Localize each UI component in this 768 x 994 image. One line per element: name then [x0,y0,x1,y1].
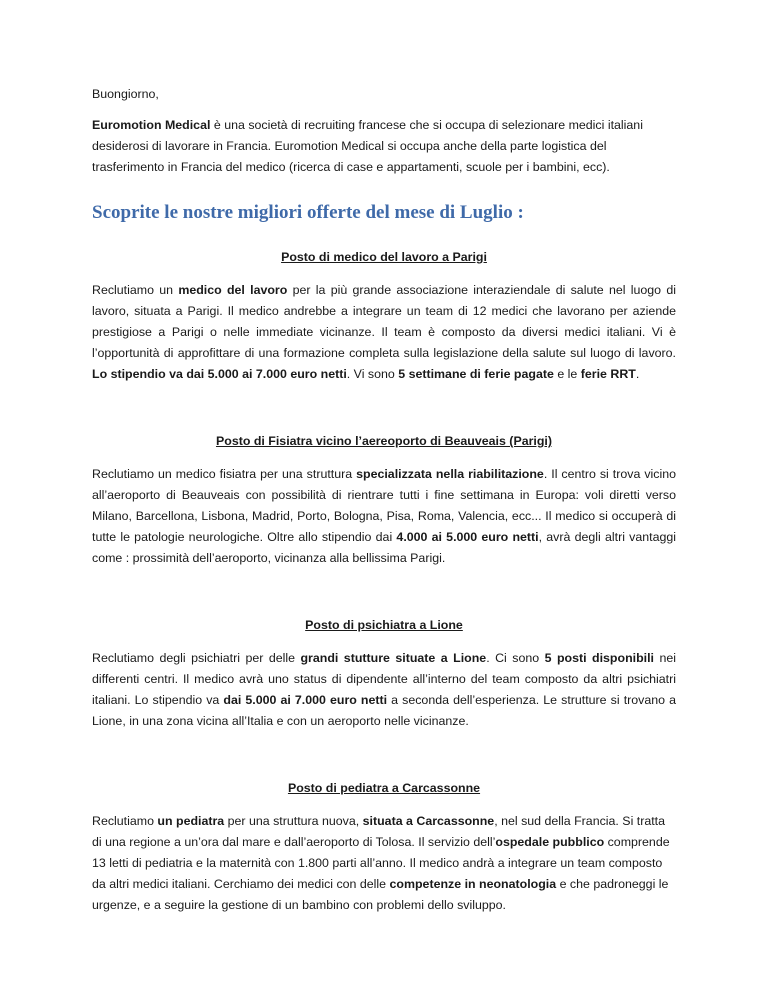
bold-run: 4.000 ai 5.000 euro netti [396,530,539,544]
bold-run: 5 posti disponibili [544,651,654,665]
offer-body [92,464,676,569]
bold-run: Lo stipendio va dai 5.000 ai 7.000 euro netti [92,367,347,381]
text-run: . Vi sono [346,367,399,381]
bold-run: ferie RRT [580,367,636,381]
text-run: Reclutiamo degli psichiatri per delle [92,651,301,665]
text-run: . Ci sono [486,651,545,665]
text-run: comprende 13 letti di pediatria e la maternità con 1.800 parti all’anno. Il medico andrà a integrare un team composto da altri medici italiani. Cerchiamo dei medici con delle [92,835,670,891]
text-run: e che padroneggi le urgenze, e a seguire la gestione di un bambino con problemi dello sviluppo. [92,877,669,912]
bold-run: grandi stutture situate a Lione [300,651,487,665]
bold-run: specializzata nella riabilitazione [356,467,544,481]
bold-run: competenze in neonatologia [389,877,557,891]
bold-run: dai 5.000 ai 7.000 euro netti [223,693,388,707]
intro-text: è una società di recruiting francese che si occupa di selezionare medici italiani desiderosi di lavorare in Francia. Euromotion Medical si occupa anche della parte logistica del trasferimento in Francia del medico (ricerca di case e appartamenti, scuole per i bambini, ecc). [92,118,643,174]
document-page [92,84,676,916]
bold-run: situata a Carcassonne [362,814,495,828]
offer-section-parigi [92,247,676,385]
bold-run: ospedale pubblico [495,835,605,849]
text-run: nei differenti centri. Il medico avrà uno status di dipendente all’interno del team composto da altri psichiatri italiani. Lo stipendio va [92,651,676,707]
text-run: Reclutiamo un [92,283,179,297]
bold-run: 5 settimane di ferie pagate [398,367,554,381]
offer-body [92,811,676,916]
text-run: per la più grande associazione interaziendale di salute nel luogo di lavoro, situata a Parigi. Il medico andrebbe a integrare un team di 12 medici che lavorano per aziende prestigiose a Parigi o nelle immediate vicinanze. Il team è composto da diversi medici italiani. Vi è l’opportunità di approfittare di una formazione completa sulla legislazione della salute sul luogo di lavoro. [92,283,676,360]
text-run: per una struttura nuova, [224,814,363,828]
offer-title: Posto di pediatra a Carcassonne [287,781,481,795]
offer-title: Posto di Fisiatra vicino l’aereoporto di Beauveais (Parigi) [215,434,552,448]
offer-title: Posto di psichiatra a Lione [305,618,463,632]
text-run: , nel sud della Francia. Si tratta di una regione a un’ora dal mare e dall’aeroporto di Tolosa. Il servizio dell’ [92,814,666,849]
intro-paragraph [92,115,676,178]
bold-run: un pediatra [157,814,225,828]
offer-body [92,280,676,385]
text-run: . Il centro si trova vicino all’aeroporto di Beauveais con possibilità di rientrare tutti i fine settimana in Europa: voli diretti verso Milano, Barcellona, Lisbona, Madrid, Porto, Bologna, Pisa, Roma, Valencia, ecc... Il medico si occuperà di tutte le patologie neurologiche. Oltre allo stipendio dai [92,467,676,544]
text-run: a seconda dell’esperienza. Le strutture si trovano a Lione, in una zona vicina all’Italia e con un aeroporto nelle vicinanze. [92,693,676,728]
text-run: Reclutiamo [92,814,158,828]
offer-section-lione [92,615,676,732]
offers-headline: Scoprite le nostre migliori offerte del mese di Luglio : [92,202,524,223]
offer-section-carcassonne [92,778,676,916]
text-run: e le [553,367,581,381]
offer-title: Posto di medico del lavoro a Parigi [281,250,487,264]
company-name: Euromotion Medical [92,118,211,132]
text-run: . [635,367,640,381]
offer-body [92,648,676,732]
text-run: Reclutiamo un medico fisiatra per una struttura [92,467,357,481]
offer-section-beauveais [92,431,676,569]
text-run: , avrà degli altri vantaggi come : prossimità dell’aeroporto, vicinanza alla bellissima Parigi. [92,530,677,565]
greeting: Buongiorno, [92,87,159,101]
bold-run: medico del lavoro [178,283,288,297]
